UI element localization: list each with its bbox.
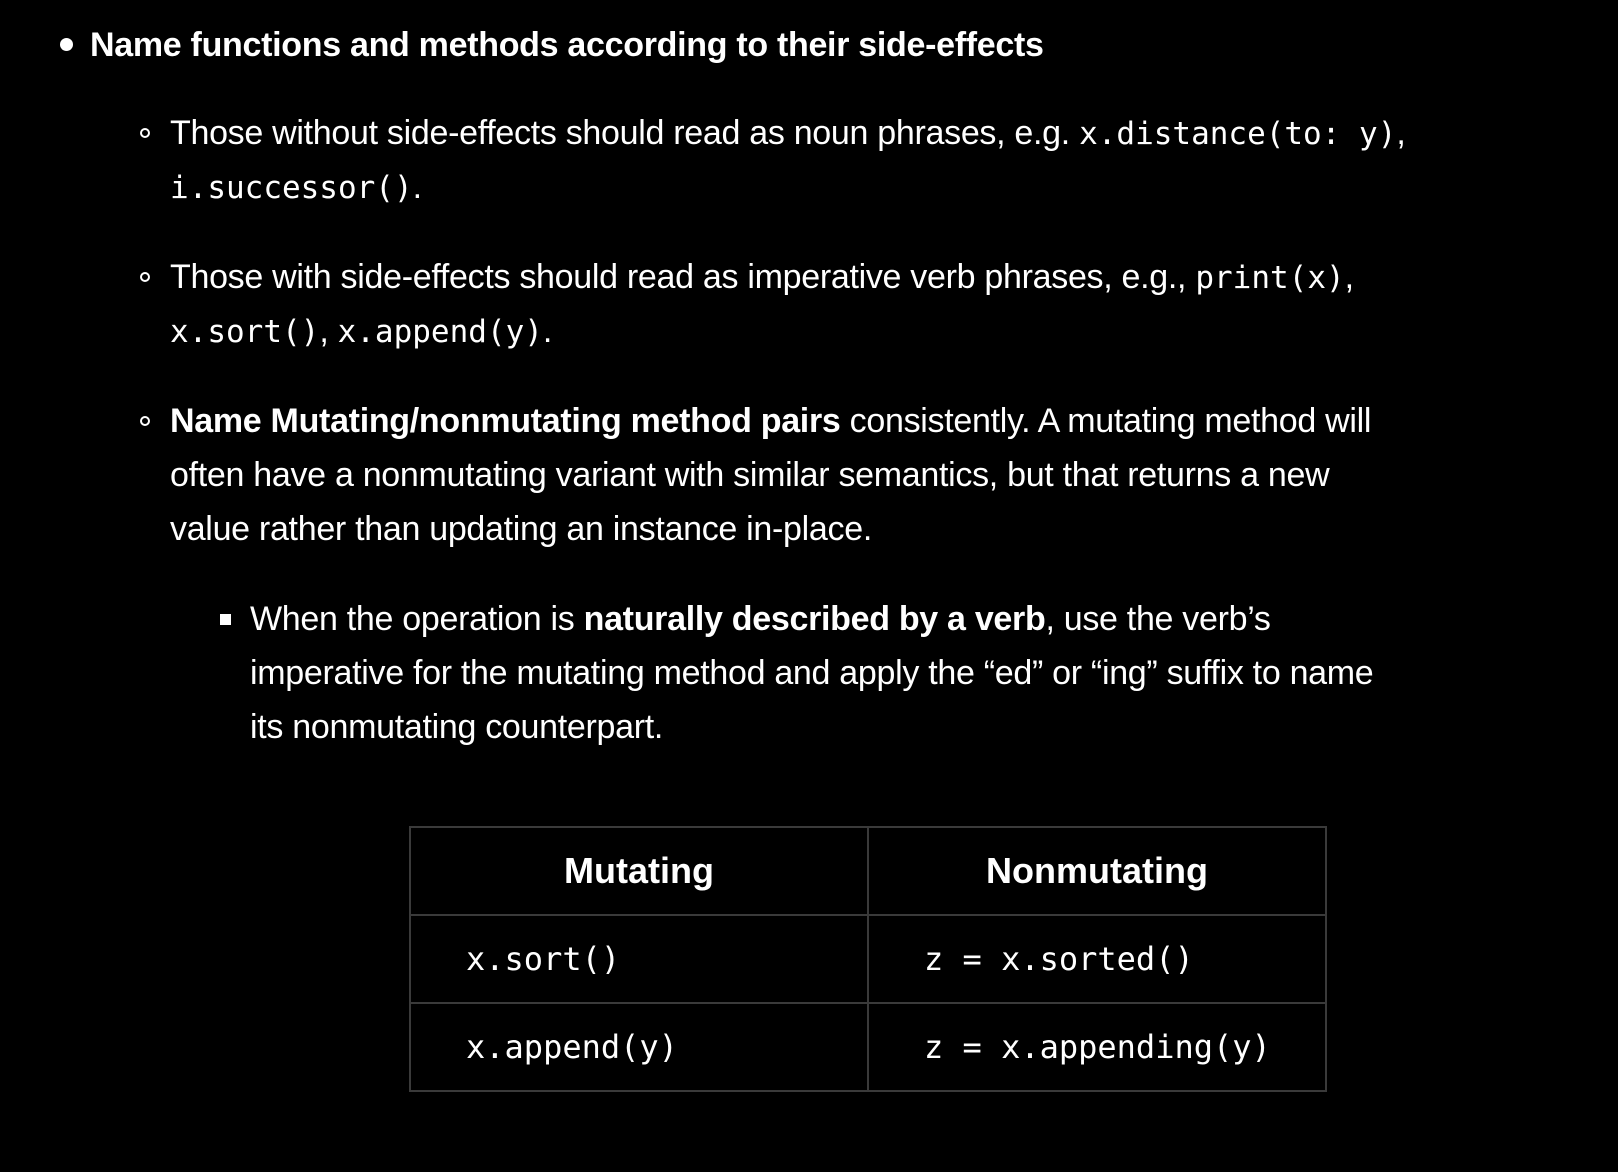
header-mutating: Mutating xyxy=(410,827,868,915)
bullet-circle-icon xyxy=(140,128,150,138)
item-3-line-3: value rather than updating an instance in-place. xyxy=(170,510,872,548)
table-row xyxy=(410,1003,1326,1091)
bullet-disc-icon xyxy=(60,38,73,51)
table-header-row xyxy=(410,827,1326,915)
item-2-period: . xyxy=(542,312,553,350)
table-cell: z = x.appending(y) xyxy=(868,1003,1326,1091)
mutating-table xyxy=(409,826,1327,1092)
subitem-line-3: its nonmutating counterpart. xyxy=(250,708,664,746)
item-1-period: . xyxy=(412,168,422,206)
section-heading: Name functions and methods according to their side-effects xyxy=(90,26,1044,64)
item-2-separator: , xyxy=(319,312,338,350)
bullet-square-icon xyxy=(220,614,231,625)
code-successor: i.successor() xyxy=(170,170,413,206)
item-1-comma: , xyxy=(1396,114,1406,152)
item-3-line-2: often have a nonmutating variant with similar semantics, but that returns a new xyxy=(170,456,1330,494)
subitem-text-a: When the operation is xyxy=(250,600,584,638)
subitem-line-1 xyxy=(250,592,1271,646)
item-1-text: Those without side-effects should read as noun phrases, e.g. xyxy=(170,114,1080,152)
table-row xyxy=(410,915,1326,1003)
bullet-circle-icon xyxy=(140,272,150,282)
code-sort: x.sort() xyxy=(170,314,320,350)
code-print: print(x) xyxy=(1195,260,1345,296)
table-cell: x.sort() xyxy=(410,915,868,1003)
code-append: x.append(y) xyxy=(337,314,543,350)
code-distance: x.distance(to: y) xyxy=(1079,116,1397,152)
header-nonmutating: Nonmutating xyxy=(868,827,1326,915)
item-3-line-1 xyxy=(170,394,1371,448)
bullet-circle-icon xyxy=(140,416,150,426)
subitem-text-b: , use the verb’s xyxy=(1045,600,1271,638)
table-cell: x.append(y) xyxy=(410,1003,868,1091)
item-2-line-2 xyxy=(170,304,552,359)
table-cell: z = x.sorted() xyxy=(868,915,1326,1003)
item-1-line-2 xyxy=(170,160,422,215)
item-3-bold: Name Mutating/nonmutating method pairs xyxy=(170,402,841,440)
item-2-text: Those with side-effects should read as imperative verb phrases, e.g., xyxy=(170,258,1196,296)
item-2-comma: , xyxy=(1344,258,1354,296)
subitem-line-2: imperative for the mutating method and apply the “ed” or “ing” suffix to name xyxy=(250,654,1374,692)
item-1-line-1 xyxy=(170,106,1406,161)
subitem-bold: naturally described by a verb xyxy=(583,600,1046,638)
item-2-line-1 xyxy=(170,250,1354,305)
item-3-rest: consistently. A mutating method will xyxy=(840,402,1372,440)
